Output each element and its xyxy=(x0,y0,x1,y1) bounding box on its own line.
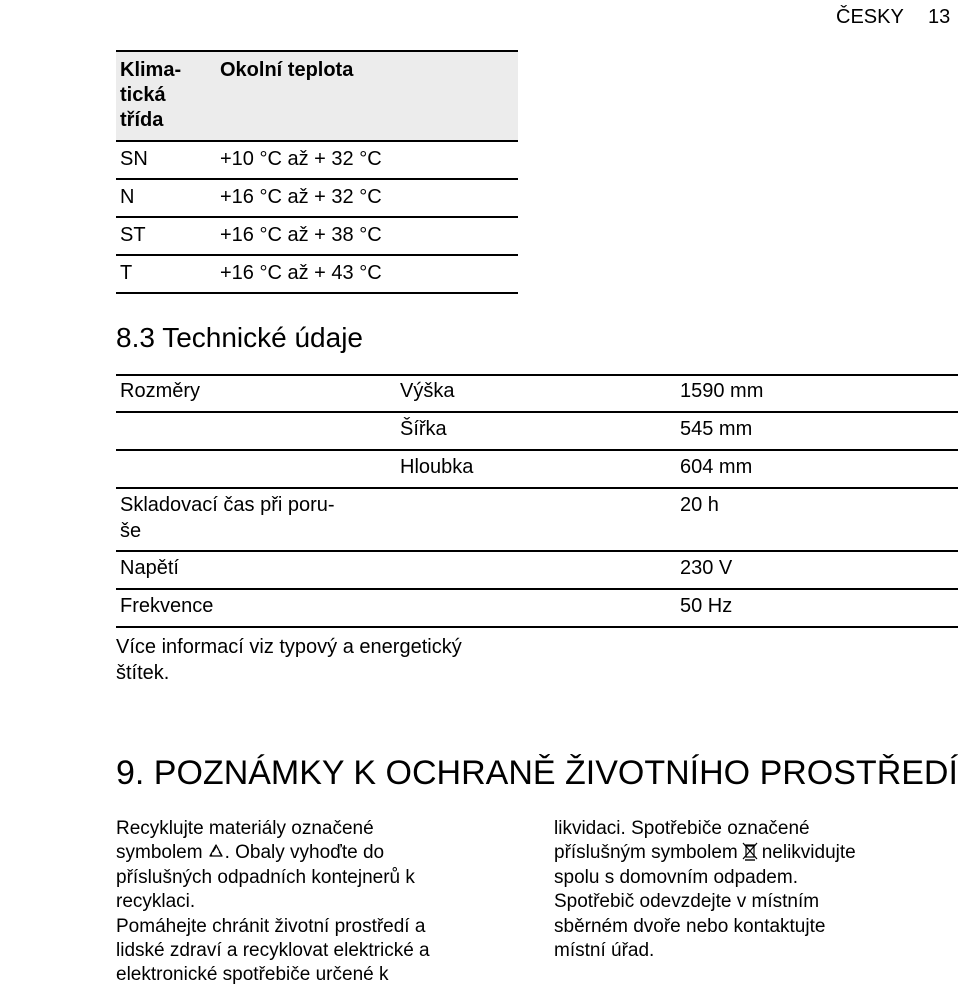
section-9-title: 9. POZNÁMKY K OCHRANĚ ŽIVOTNÍHO PROSTŘEDÍ xyxy=(116,754,958,792)
table-row xyxy=(116,142,518,180)
climate-class-cell: T xyxy=(120,262,133,284)
climate-class-cell: N xyxy=(120,186,135,208)
page-number: 13 xyxy=(928,6,951,28)
table-divider xyxy=(116,411,958,413)
table-divider xyxy=(116,374,958,376)
table-row xyxy=(116,256,518,294)
temperature-range-cell: +16 °C až + 32 °C xyxy=(220,186,382,208)
dimensions-label: Rozměry xyxy=(120,380,201,402)
table-divider xyxy=(116,626,958,628)
width-label: Šířka xyxy=(400,418,447,440)
table-divider xyxy=(116,487,958,489)
climate-class-cell: ST xyxy=(120,224,146,246)
header-language: ČESKY xyxy=(836,6,904,28)
ambient-temperature-header: Okolní teplota xyxy=(220,59,354,81)
height-value: 1590 mm xyxy=(680,380,764,402)
frequency-value: 50 Hz xyxy=(680,595,733,617)
rating-plate-note: Více informací viz typový a energetický štítek. xyxy=(116,636,462,684)
temperature-range-cell: +10 °C až + 32 °C xyxy=(220,148,382,170)
section-8-3-title: 8.3 Technické údaje xyxy=(116,322,363,353)
voltage-label: Napětí xyxy=(120,557,179,579)
storage-value: 20 h xyxy=(680,494,719,516)
depth-label: Hloubka xyxy=(400,456,474,478)
environment-text-right: likvidaci. Spotřebiče označené příslušným symbolem nelikvidujte spolu s domovním odpadem. Spotřebič odevzdejte v místním sběrném dvoře nebo kontaktujte místní úřad. xyxy=(554,818,856,961)
temperature-range-cell: +16 °C až + 43 °C xyxy=(220,262,382,284)
climate-class-cell: SN xyxy=(120,148,148,170)
storage-label: Skladovací čas při poru- še xyxy=(120,494,335,542)
table-row xyxy=(116,180,518,218)
table-divider xyxy=(116,449,958,451)
width-value: 545 mm xyxy=(680,418,753,440)
climate-class-header: Klima- tická třída xyxy=(120,59,182,131)
frequency-label: Frekvence xyxy=(120,595,214,617)
table-divider xyxy=(116,550,958,552)
table-divider xyxy=(116,588,958,590)
voltage-value: 230 V xyxy=(680,557,733,579)
table-row xyxy=(116,218,518,256)
crossed-out-bin-icon xyxy=(742,842,758,868)
environment-text-left: Recyklujte materiály označené symbolem . Obaly vyhoďte do příslušných odpadních kontejnerů k recyklaci. Pomáhejte chránit životní prostředí a lidské zdraví a recyklovat elektrické a elektronické spotřebiče určené k xyxy=(116,818,430,986)
depth-value: 604 mm xyxy=(680,456,753,478)
temperature-range-cell: +16 °C až + 38 °C xyxy=(220,224,382,246)
climate-table-header xyxy=(116,50,518,142)
recycle-icon xyxy=(207,843,225,868)
height-label: Výška xyxy=(400,380,455,402)
